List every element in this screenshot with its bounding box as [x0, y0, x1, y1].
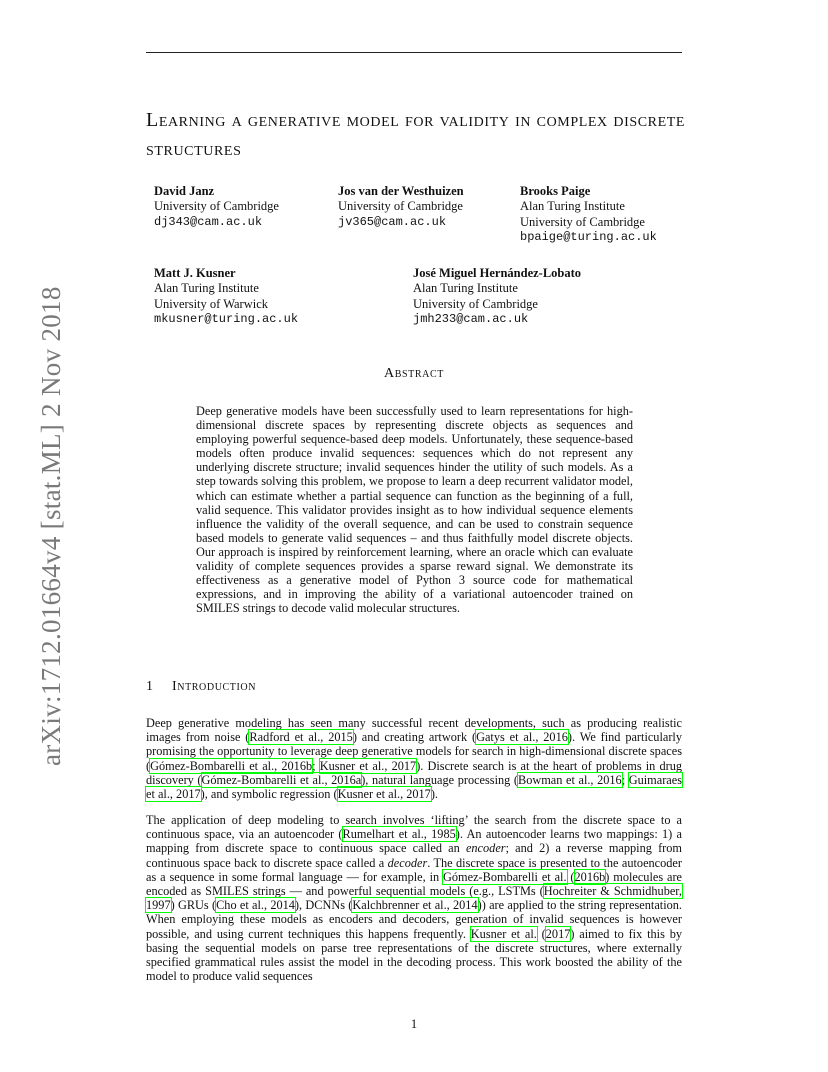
author-block	[413, 266, 581, 327]
text-run: The application of deep modeling to search involves ‘lifting’ the search from the discrete space to a continuous space, via an autoencoder (	[146, 813, 682, 842]
citation-link[interactable]: Gatys et al., 2016	[476, 730, 568, 745]
author-name: Jos van der Westhuizen	[338, 184, 464, 198]
paper-title: Learning a generative model for validity in complex discrete structures	[146, 109, 686, 160]
citation-link[interactable]: Bowman et al., 2016	[518, 772, 622, 787]
citation-link[interactable]: Guimaraes et al., 2017	[146, 772, 682, 802]
author-affiliation: Alan Turing Institute	[413, 281, 518, 296]
text-run: ), DCNNs (	[294, 898, 353, 913]
emphasis: encoder	[465, 841, 506, 856]
text-run: ) GRUs (	[170, 898, 217, 913]
author-affiliation: University of Cambridge	[413, 296, 538, 311]
text-run: ;	[312, 758, 320, 773]
citation-link[interactable]: Kusner et al.	[470, 926, 537, 941]
author-email: mkusner@turing.ac.uk	[154, 311, 299, 326]
text-run: ), natural language processing (	[361, 772, 518, 787]
author-affiliation: University of Warwick	[154, 296, 269, 311]
text-run: ). An autoencoder learns two mappings: 1) a mapping from discrete space to continuous space called an	[146, 827, 683, 856]
citation-link[interactable]: Kusner et al., 2017	[337, 787, 431, 802]
citation-link[interactable]: Hochreiter & Schmidhuber, 1997	[146, 884, 682, 913]
author-email: dj343@cam.ac.uk	[154, 214, 263, 229]
citation-link[interactable]: Kalchbrenner et al., 2014	[352, 898, 478, 913]
text-run: (	[536, 926, 546, 941]
text-run: ) aimed to fix this by basing the sequential models on parse tree representations of the discrete structures, where externally specified grammatical rules assist the model in the decoding process. This work boosted the ability of the model to produce valid sequences	[146, 926, 682, 984]
citation-link[interactable]: 2016b	[574, 869, 606, 884]
text-run: ;	[621, 772, 629, 787]
citation-link[interactable]: Gómez-Bombarelli et al.	[443, 869, 567, 884]
arxiv-identifier: arXiv:1712.01664v4 [stat.ML] 2 Nov 2018	[36, 286, 66, 766]
author-block	[338, 184, 464, 230]
section-heading	[146, 679, 256, 695]
page-number: 1	[410, 1017, 418, 1031]
text-run: ). Discrete search is at the heart of problems in drug discovery (	[146, 758, 683, 787]
author-name: David Janz	[154, 184, 215, 198]
text-run: ). We find particularly promising the opportunity to leverage deep generative models for search in high-dimensional discrete spaces (	[146, 730, 682, 773]
section-number: 1	[146, 679, 154, 694]
citation-link[interactable]: Cho et al., 2014	[216, 898, 295, 913]
author-affiliation: University of Cambridge	[520, 214, 645, 229]
author-name: José Miguel Hernández-Lobato	[413, 266, 582, 280]
author-email: jv365@cam.ac.uk	[338, 214, 447, 229]
text-run: Deep generative modeling has seen many successful recent developments, such as producing realistic images from noise (	[146, 716, 682, 745]
author-block	[520, 184, 657, 245]
emphasis: decoder	[387, 855, 428, 870]
text-run: . The discrete space is presented to the autoencoder as a sequence in some formal language — for example, in	[146, 855, 682, 884]
citation-link[interactable]: Gómez-Bombarelli et al., 2016b	[150, 758, 313, 773]
author-affiliation: University of Cambridge	[154, 199, 279, 214]
text-run: )) are applied to the string representation. When employing these models as encoders and decoders, generation of invalid sequences is however possible, and using current techniques this happens frequently.	[146, 898, 682, 941]
top-rule	[146, 52, 682, 53]
section-title: Introduction	[172, 679, 257, 694]
intro-paragraph	[146, 813, 682, 983]
intro-paragraph	[146, 716, 682, 801]
author-affiliation: Alan Turing Institute	[154, 281, 259, 296]
citation-link[interactable]: Gómez-Bombarelli et al., 2016a	[201, 772, 362, 787]
text-run: (	[566, 869, 575, 884]
author-affiliation: University of Cambridge	[338, 199, 463, 214]
author-email: jmh233@cam.ac.uk	[413, 311, 529, 326]
author-block	[154, 266, 298, 327]
text-run: ) molecules are encoded as SMILES strings — and powerful sequential models (e.g., LSTMs (	[146, 869, 682, 899]
author-email: bpaige@turing.ac.uk	[520, 229, 657, 244]
abstract-text: Deep generative models have been successfully used to learn representations for high-dimensional discrete spaces by representing discrete objects as sequences and employing powerful sequence-based deep models. Unfortunately, these sequence-based models often produce invalid sequences: sequences which do not represent any underlying discrete structure; invalid sequences hinder the utility of such models. As a step towards solving this problem, we propose to learn a deep recurrent validator model, which can estimate whether a partial sequence can function as the beginning of a full, valid sequence. This validator provides insight as to how individual sequence elements influence the validity of the overall sequence, and can be used to constrain sequence based models to generate valid sequences – and thus faithfully model discrete objects. Our approach is inspired by reinforcement learning, where an oracle which can evaluate validity of complete sequences provides a sparse reward signal. We demonstrate its effectiveness as a generative model of Python 3 source code for mathematical expressions, and in improving the ability of a variational autoencoder trained on SMILES strings to decode valid molecular structures.	[196, 404, 633, 616]
author-name: Brooks Paige	[520, 184, 591, 198]
text-run: ; and 2) a reverse mapping from continuous space back to discrete space called a	[146, 841, 682, 870]
citation-link[interactable]: 2017	[545, 926, 571, 941]
abstract-heading: Abstract	[384, 366, 444, 381]
text-run: ).	[430, 787, 438, 802]
citation-link[interactable]: Radford et al., 2015	[249, 730, 353, 745]
author-block	[154, 184, 279, 230]
author-name: Matt J. Kusner	[154, 266, 236, 280]
text-run: ), and symbolic regression (	[200, 787, 338, 802]
citation-link[interactable]: Kusner et al., 2017	[319, 758, 417, 773]
author-affiliation: Alan Turing Institute	[520, 199, 625, 214]
citation-link[interactable]: Rumelhart et al., 1985	[342, 827, 456, 842]
text-run: ) and creating artwork (	[352, 730, 477, 745]
